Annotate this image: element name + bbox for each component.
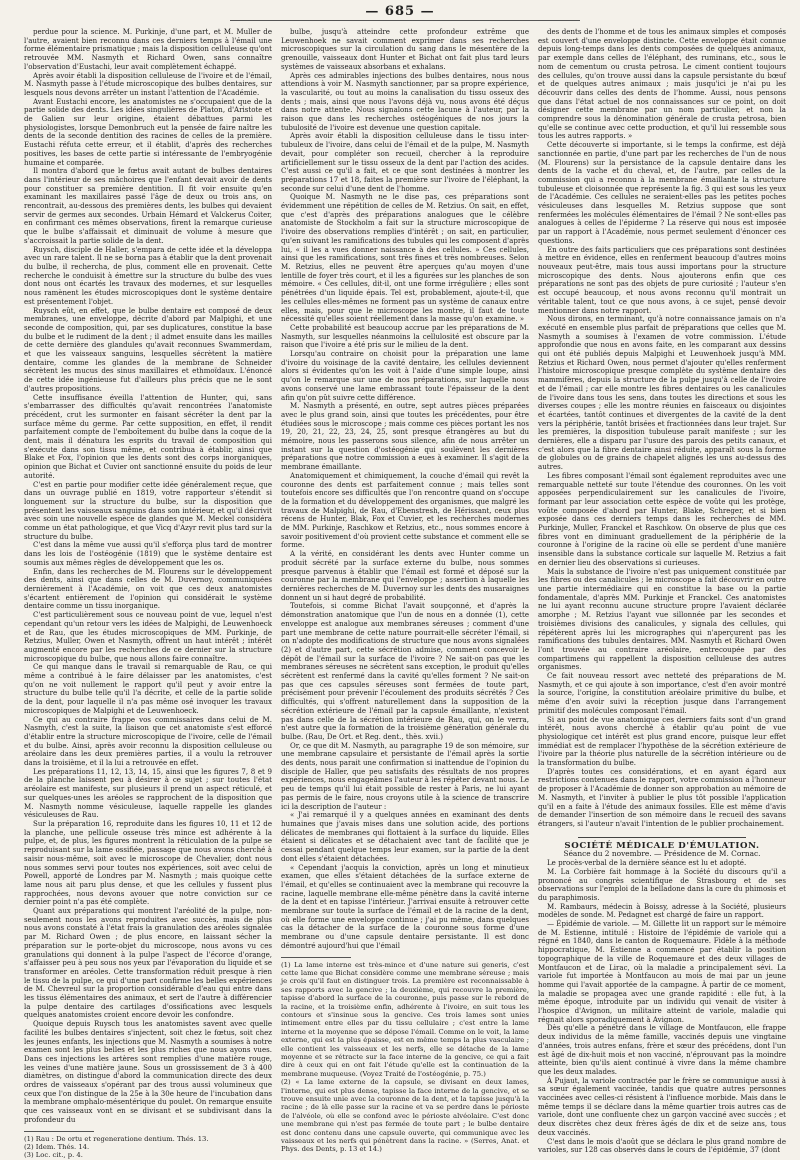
paragraph: Les préparations 11, 12, 13, 14, 15, ainsi que les figures 7, 8 et 9 de la planche laissent peu à désirer à ce sujet ; sur toutes l'état aréolaire est manifeste, sur plusieurs il prend un aspect réticulé, et sur quelques-unes les aréoles se rapprochent de la disposition que M. Nasmyth nomme vésiculeuse, laquelle rappelle les glandes vésiculeuses de Rau. bbox=[24, 766, 272, 820]
paragraph: Enfin, dans les recherches de M. Flourens sur le développement des dents, ainsi que dans celles de M. Duvernoy, communiquées dernièrement à l'Académie, on voit que ces deux anatomistes s'écartent entièrement de l'opinion qui considérait le système dentaire comme un tissu inorganique. bbox=[24, 566, 272, 611]
paragraph: « Cependant j'acquis la conviction, après un long et minutieux examen, que elles s'étaient détachées de la surface externe de l'émail, et qu'elles se continuaient avec la membrane qui recouvre la racine, laquelle membrane elle-même pénètre dans la cavité interne de la dent et en tapisse l'intérieur. J'arrivai ensuite à retrouver cette membrane sur toute la surface de l'émail et de la racine de la dent, où elle forme une enveloppe continue ; j'ai pu même, dans quelques cas la détacher de la surface de la couronne sous forme d'une membrane ou d'une capsule dentaire persistante. Il est donc démontré aujourd'hui que l'émail bbox=[281, 862, 529, 950]
paragraph: Sur la préparation 16, reproduite dans les figures 10, 11 et 12 de la planche, une pellicule osseuse très mince est adhérente à la pulpe, et, de plus, les figures montrent la réticulation de la pulpe se reproduisant sur la lame ossifiée, passage que nous avons cherché à saisir nous-même, soit avec le microscope de Chevalier, dont nous nous sommes servi pour toutes nos expériences, soit avec celui de Powell, apporté de Londres par M. Nasmyth ; mais quoique cette lame nous ait paru plus dense, et que les cellules y fussent plus rapprochées, nous devons avouer que notre conviction sur ce dernier point n'a pas été complète. bbox=[24, 818, 272, 907]
column-3-body-before bbox=[538, 28, 786, 829]
header-rule bbox=[230, 20, 580, 21]
paragraph: Ce qui manque dans le travail si remarquable de Rau, ce qui même a contribué à le faire délaisser par les anatomistes, c'est qu'on ne voit nullement le rapport qu'il peut y avoir entre la structure du bulbe telle qu'il l'a décrite, et celle de la partie solide de la dent, pour laquelle il n'a pas même osé invoquer les travaux microscopiques de Malpighi et de Leuwenhoeck. bbox=[24, 662, 272, 715]
footnote: (2) « La lame externe de la capsule, se divisant en deux lames, l'interne, qui est plus dense, tapisse la face interne de la gencive, et se trouve ensuite unie avec la couronne de la dent, et la tapisse jusqu'à la racine ; de là elle passe sur la racine et va se perdre dans le périoste de l'alvéole, où elle se confond avec le périoste alvéolaire. C'est donc une membrane qui n'est pas fermée de toute part ; le bulbe dentaire est donc contenu dans une capsule ouverte, qui communique avec les vaisseaux et les nerfs qui pénètrent dans la racine. » (Serres, Anat. et Phys. des Dents, p. 13 et 14.) bbox=[281, 1078, 529, 1154]
paragraph: Or, ce que dit M. Nasmyth, au paragraphe 19 de son mémoire, sur une membrane capsulaire et persistante de l'émail après la sortie des dents, nous parait une confirmation si inattendue de l'opinion du disciple de Haller, que peu satisfaits des résultats de nos propres expériences, nous engageâmes l'auteur à les répéter devant nous. Le peu de temps qu'il lui était possible de rester à Paris, ne lui ayant pas permis de le faire, nous croyons utile à la science de transcrire ici la description de l'auteur : bbox=[281, 740, 529, 811]
footnote-rule bbox=[281, 957, 351, 958]
paragraph: Après avoir établi la disposition celluleuse de l'ivoire et de l'émail, M. Nasmyth passe à l'étude microscopique des bulbes dentaires, sur lesquels nous devons arrêter un instant l'attention de l'Académie. bbox=[24, 70, 272, 97]
footnote: (3) Loc. cit., p. 4. bbox=[24, 1151, 83, 1160]
section-subtitle: Séance du 2 novembre. — Présidence de M. Cornac. bbox=[563, 849, 761, 859]
paragraph: A la vérité, en considérant les dents avec Hunter comme un produit sécrété par la surface externe du bulbe, nous sommes presque parvenus à établir que l'émail est formé et déposé sur la couronne par la membrane qui l'enveloppe ; assertion à laquelle les dernières recherches de M. Duvernoy sur les dents des musaraignes donnent un si haut degré de probabilité. bbox=[281, 549, 529, 602]
paragraph: Cette découverte si importante, si le temps la confirme, est déjà sanctionnée en partie, d'une part par les recherches de l'un de nous (M. Flourens) sur la persistance de la capsule dentaire dans les dents de la vache et du cheval, et, de l'autre, par celles de la commission qui a reconnu à la membrane émaillante la structure tubuleuse et cloisonnée que représente la fig. 3 qui est sous les yeux de l'Académie. Ces cellules ne seraient-elles pas les petites poches vésiculeuses dans lesquelles M. Retzius suppose que sont renfermées les molécules élémentaires de l'émail ? Ne sont-elles pas analogues à celles de l'épiderme ? La réserve qui nous est imposée par un rapport à l'Académie, nous permet seulement d'énoncer ces questions. bbox=[538, 140, 786, 245]
paragraph: Quoique M. Nasmyth ne le dise pas, ces préparations sont évidemment une répétition de celles de M. Retzius. On sait, en effet, que c'est d'après des préparations analogues que le célèbre anatomiste de Stockholm a fait sur la structure microscopique de l'ivoire des observations remplies d'intérêt ; on sait, en particulier, qu'en suivant les ramifications des tubules qui les composent d'après lui, « il les a vues donner naissance à des cellules. » Ces cellules, ainsi que les ramifications, sont très fines et très nombreuses. Selon M. Retzius, elles ne peuvent être aperçues qu'au moyen d'une lentille de foyer très court, et il les a figurées sur les planches de son mémoire. « Ces cellules, dit-il, ont une forme irrégulière ; elles sont pénétrées d'un liquide épais. Tel est, probablement, ajoute-t-il, que les cellules elles-mêmes ne forment pas un système de canaux entre elles, mais, pour que le microscope les montre, il faut de toute nécessité qu'elles soient réellement dans la masse qu'on examine. » bbox=[281, 192, 529, 324]
paragraph: Anatomiquement et chimiquement, la couche d'émail qui revêt la couronne des dents est parfaitement connue ; mais telles sont toutefois encore ses difficultés que l'on rencontre quand on s'occupe de la formation et du développement des organismes, que malgré les travaux de Malpighi, de Rau, d'Ebenstresh, de Hérissant, ceux plus récens de Hunter, Blak, Fox et Cuvier, et les recherches modernes de MM. Purkinje, Raschkow et Retzius, etc., nous sommes encore à savoir positivement d'où provient cette substance et comment elle se forme. bbox=[281, 470, 529, 550]
paragraph: Si au point de vue anatomique ces derniers faits sont d'un grand intérêt, nous avons cherché à établir qu'au point de vue physiologique cet intérêt est plus grand encore, puisque leur effet immédiat est de remplacer l'hypothèse de la sécrétion extérieure de l'ivoire par la théorie plus naturelle de la sécrétion intérieure ou de la transformation du bulbe. bbox=[538, 714, 786, 768]
paragraph: Après avoir établi la disposition celluleuse dans le tissu inter-tubuleux de l'ivoire, dans celui de l'émail et de la pulpe, M. Nasmyth devait, pour compléter son recueil, chercher à la reproduire artificiellement sur le tissu osseux de la dent par l'action des acides. C'est aussi ce qu'il a fait, et ce que sont destinées à montrer les préparations 17 et 18, faites la première sur l'ivoire de l'éléphant, la seconde sur celui d'une dent de l'homme. bbox=[281, 131, 529, 193]
paragraph: C'est en partie pour modifier cette idée généralement reçue, que dans un ouvrage publié en 1819, votre rapporteur s'étendit si longuement sur la structure du bulbe, sur la disposition que présentent les vaisseaux sanguins dans son intérieur, et qu'il décrivit avec soin une nouvelle espèce de glandes que M. Meckel considéra comme un état pathologique, et que Vicq d'Azyr revit plus tard sur la structure du bulbe. bbox=[24, 479, 272, 541]
paragraph: Lorsqu'au contraire on choisit pour la préparation une lame d'ivoire du voisinage de la cavité dentaire, les cellules deviennent alors si évidentes qu'on les voit à l'aide d'une simple loupe, ainsi qu'on le remarque sur une de nos préparations, sur laquelle nous avons conservé une lame embrassant toute l'épaisseur de la dent afin qu'on pût suivre cette différence. bbox=[281, 349, 529, 402]
paragraph: perdue pour la science. M. Purkinje, d'une part, et M. Muller de l'autre, avaient bien reconnu dans ces derniers temps à l'émail une forme élémentaire prismatique ; mais la disposition celluleuse qu'ont retrouvée MM. Nasmyth et Richard Owen, sans connaître l'observation d'Eustachi, leur avait complètement échappé. bbox=[24, 27, 272, 71]
paragraph: Quoique depuis Ruysch tous les anatomistes savent avec quelle facilité les bulbes dentaires s'injectent, soit chez le fœtus, soit chez les jeunes enfants, les injections que M. Nasmyth a soumises à notre examen sont les plus belles et les plus riches que nous ayons vues. Dans ces injections les artères sont remplies d'une matière rouge, les veines d'une matière jaune. Sous un grossissement de 3 à 400 diamètres, on distingue d'abord la communication directe des deux ordres de vaisseaux s'opérant par des trous aussi volumineux que ceux que l'on distingue de la 25e à la 30e heure de l'incubation dans la membrane omphalo-mésentérique du poulet. On remarque ensuite que ces vaisseaux vont en se divisant et se subdivisant dans la profondeur du bbox=[24, 1019, 272, 1124]
paragraph: M. Nasmyth a présenté, en outre, sept autres pièces préparées avec le plus grand soin, ainsi que toutes les précédentes, pour être étudiées sous le microscope ; mais comme ces pièces portant les nos 19, 20, 21, 22, 23, 24, 25, sont presque étrangères au but du mémoire, nous les passerons sous silence, afin de nous arrêter un instant sur la question d'ostéogénie qui soulèvent les dernières préparations que notre commission a eues à examiner. Il s'agit de la membrane émaillante. bbox=[281, 401, 529, 472]
paragraph: — Épidémie de variole. — M. Gillette lit un rapport sur le mémoire de M. Estienne, intitulé : Histoire de l'épidémie de variole qui a régné en 1840, dans le canton de Roquemaure. Fidèle à la méthode hippocratique, M. Estienne a commencé par établir la position topographique de la ville de Roquemaure et des deux villages de Montfaucon et de Lirac, où la maladie a principalement sévi. La variole fut importée à Montfaucon au mois de mai par un jeune homme qui l'avait apportée de la campagne. À partir de ce moment, la maladie se propagea avec une grande rapidité : elle fut, à la même époque, introduite par un individu qui venait de visiter à l'hospice d'Avignon, un militaire atteint de variole, maladie qui régnait alors sporadiquement à Avignon. bbox=[538, 919, 786, 1024]
column-2 bbox=[281, 27, 529, 1154]
paragraph: Après ces admirables injections des bulbes dentaires, nous nous attendions à voir M. Nasmyth sanctionner, par sa propre expérience, la vascularité, ou tout au moins la canalisation du tissu osseux des dents ; mais, ainsi que nous l'avons déjà vu, nous avons été déçus dans notre attente. Nous signalons cette lacune à l'auteur, par la raison que dans les recherches ostéogéniques de nos jours la tubulosité de l'ivoire est devenue une question capitale. bbox=[281, 70, 529, 132]
paragraph: Nous dirons, en terminant, qu'à notre connaissance jamais on n'a exécuté en ensemble plus parfait de préparations que celles que M. Nasmyth a soumises à l'examen de votre commission. L'étude approfondie que nous en avons faite, en les comparant aux dessins qui ont été publiés depuis Malpighi et Leuwenhoek jusqu'à MM. Retzius et Richard Owen, nous permet d'ajouter qu'elles renferment l'histoire microscopique presque complète du système dentaire des mammifères, depuis la structure de la pulpe jusqu'à celle de l'ivoire et de l'émail ; car elle montre les fibres dentaires ou les canalicules de l'ivoire dans tous les sens, dans toutes les directions et sous les diverses coupes ; elle les montre réunies en faisceaux ou disjointes et écartées, tantôt continues et divergentes de la cavité de la dent vers la périphérie, tantôt brisées et fractionnées dans leur trajet. Sur les premières, la disposition tubuleuse paraît manifeste ; sur les dernières, elle a disparu par l'usure des parois des petits canaux, et c'est alors que la fibre dentaire ainsi réduite, apparaît sous la forme de globules ou de grains de chapelet alignés les uns au-dessus des autres. bbox=[538, 314, 786, 472]
section-title: SOCIÉTÉ MÉDICALE D'ÉMULATION. bbox=[564, 840, 760, 851]
column-2-footnotes bbox=[281, 961, 529, 1154]
column-2-body bbox=[281, 28, 529, 951]
page-number: — 685 — bbox=[365, 4, 435, 19]
paragraph: Ce qui au contraire frappe vos commissaires dans celui de M. Nasmyth, c'est la suite, la liaison que cet anatomiste s'est efforcé d'établir entre la structure microscopique de l'ivoire, celle de l'émail et du bulbe. Ainsi, après avoir reconnu la disposition celluleuse ou aréolaire dans les deux premières parties, il a voulu la retrouver dans la troisième, et il la lui a retrouvée en effet. bbox=[24, 714, 272, 768]
paragraph: Il montra d'abord que le fœtus avait autant de bulbes dentaires dans l'intérieur de ses mâchoires que l'enfant devait avoir de dents pour constituer sa première dentition. Il fit voir ensuite qu'en examinant les maxillaires passé l'âge de deux ou trois ans, on rencontrait, au-dessous des premières dents, les bulbes qui devaient servir de germes aux secondes. Urbain Hémard et Valckerus Coiter, en confirmant ces mêmes observations, firent la remarque curieuse que le bulbe s'affaissait et diminuait de volume à mesure que s'accroissait la partie solide de la dent. bbox=[24, 166, 272, 245]
paragraph: Les fibres composant l'émail sont également reproduites avec une remarquable netteté sur toute l'étendue des couronnes. On les voit apposées perpendiculairement sur les canalicules de l'ivoire, formant par leur association cette espèce de voûte qui les protège, voûte composée d'abord par Hunter, Blake, Schreger, et si bien exposée dans ces derniers temps dans les recherches de MM. Purkinje, Muller, Franckel et Raschkow. On observe de plus que ces fibres vont en diminuant graduellement de la périphérie de la couronne à l'origine de la racine où elle se perdent d'une manière insensible dans la substance corticale sur laquelle M. Retzius a fait en dernier lieu des observations si curieuses. bbox=[538, 470, 786, 567]
paragraph: Le procès-verbal de la dernière séance est lu et adopté. bbox=[547, 858, 747, 868]
paragraph: M. La Corbière fait hommage à la Société du discours qu'il a prononcé au congrès scientifique de Strasbourg et de ses observations sur l'emploi de la belladone dans la cure du phimosis et du paraphimosis. bbox=[538, 866, 786, 902]
paragraph: D'après toutes ces considérations, et en ayant égard aux restrictions contenues dans le rapport, votre commission a l'honneur de proposer à l'Académie de donner son approbation au mémoire de M. Nasmyth, et l'inviter à publier le plus tôt possible l'application qu'il en a faite à l'étude des animaux fossiles. Elle est même d'avis de demander l'insertion de son mémoire dans le recueil des savans étrangers, si l'auteur n'avait l'intention de le publier prochainement. bbox=[538, 766, 786, 828]
columns bbox=[24, 27, 786, 1160]
paragraph: Mais la substance de l'ivoire n'est pas uniquement constituée par les fibres ou des canalicules ; le microscope a fait découvrir en outre une partie intermédiaire qui en constitue la base ou la partie fondamentale, d'après MM. Purkinje et Franckel. Ces anatomistes ne lui ayant reconnu aucune structure propre l'avaient déclarée amorphe ; M. Retzius l'ayant vue sillonnée par les secondes et troisièmes divisions des canalicules, y signala des cellules, qui répétèrent après lui les micrographes qui n'aperçurent pas les ramifications des tubules dentaires. MM. Nasmyth et Richard Owen l'ont trouvée au contraire aréolaire, entrecoupée par des compartimens qui rappellent la disposition celluleuse des autres organismes. bbox=[538, 566, 786, 672]
column-1 bbox=[24, 27, 272, 1160]
footnote: (1) Rau : De ortu et regeneratione dentium. Thés. 13. bbox=[24, 1134, 209, 1143]
paragraph: C'est dans la même vue aussi qu'il s'efforça plus tard de montrer dans les lois de l'ostéogénie (1819) que le système dentaire est soumis aux mêmes règles de développement que les os. bbox=[24, 540, 272, 567]
paragraph: Quant aux préparations qui montrent l'aréolité de la pulpe, non-seulement nous les avons reproduites avec succès, mais de plus nous avons constaté à l'état frais la granulation des aréoles signalée par M. Richard Owen ; de plus encore, en laissant sécher la préparation sur le porte-objet du microscope, nous avons vu ces granulations qui donnent à la pulpe l'aspect de l'écorce d'orange, s'affaisser peu à peu sous nos yeux par l'évaporation du liquide et se transformer en aréoles. Cette transformation réduit presque à rien le tissu de la pulpe, ce qui d'une part confirme les belles expériences de M. Chevreul sur la proportion considérable d'eau qui entre dans les tissus élémentaires des animaux, et sert de l'autre à différencier la pulpe dentaire des cartilages d'ossifications avec lesquels quelques anatomistes croient encore devoir les confondre. bbox=[24, 906, 272, 1020]
paragraph: Toutefois, si comme Bichat l'avait soupçonné, et d'après la démonstration anatomique que l'un de nous en a donnée (1), cette enveloppe est analogue aux membranes séreuses ; comment d'une part une membrane de cette nature pourrait-elle sécréter l'émail, si on n'adopte des modifications de structure que nous avons signalées (2) et d'autre part, cette sécrétion admise, comment concevoir le dépôt de l'émail sur la surface de l'ivoire ? Ne sait-on pas que les membranes séreuses ne sécrètent sans exception, le produit qu'elles sécrètent est renfermé dans la cavité qu'elles forment ? Ne sait-on pas que ces capsules séreuses sont fermées de toute part, précisément pour prévenir l'écoulement des produits sécrétés ? Ces difficultés, qui s'offrent naturellement dans la supposition de la sécrétion extérieure de l'émail par la capsule émaillante, n'existent pas dans celle de la sécrétion intérieure de Rau, qui, on le verra, n'est autre que la formation de la troisième génération générale du bulbe. (Rau, De Ort. et Reg. dent., thès. xvii.) bbox=[281, 601, 529, 741]
footnote-rule bbox=[24, 1131, 94, 1132]
column-1-body bbox=[24, 28, 272, 1125]
paragraph: Avant Eustachi encore, les anatomistes ne s'occupaient que de la partie solide des dents. Les idées singulières de Platon, d'Aristote et de Galien sur leur origine, étaient débattues parmi les physiologistes, lorsque Demonbruch eut la pensée de faire naître les dents de la seconde dentition des racines de celles de la première. Eustachi réfuta cette erreur, et il établit, d'après des recherches positives, les bases de cette partie si intéressante de l'embryogénie humaine et comparée. bbox=[24, 96, 272, 167]
paragraph: Ce fait nouveau ressort avec netteté des préparations de M. Nasmyth, et ce qui ajoute à son importance, c'est d'en avoir montré la source, l'origine, la constitution aréolaire primitive du bulbe, et même d'en avoir suivi la réception jusque dans l'arrangement primitif des molécules composant l'émail. bbox=[538, 671, 786, 715]
paragraph: C'est dans le mois d'août que se déclara le plus grand nombre de varioles, sur 128 cas observés dans le cours de l'épidémie, 37 (dont bbox=[538, 1136, 786, 1155]
paragraph: Ruysch eût, en effet, que le bulbe dentaire est composé de deux membranes, une enveloppe, décrite d'abord par Malpighi, et une seconde de composition, qui, par ses duplicatures, constitue la base du bulbe et le rudiment de la dent ; il admet ensuite dans les mailles de cette dernière des glandules qu'avait reconnues Swammerdam, et que les vaisseaux sanguins, lesquelles sécrètent la matière dentaire, comme les glandes de la membrane de Schneider sécrètent les mucus des sinus maxillaires et ethmoïdaux. L'énoncé de cette idée ingénieuse fut d'ailleurs plus précis que ne le sont d'autres propositions. bbox=[24, 305, 272, 393]
paragraph: Ruysch, disciple de Haller, s'empara de cette idée et la développa avec un rare talent. Il ne se borna pas à établir que la dent provenait du bulbe, il rechercha, de plus, comment elle en provenait. Cette recherche le conduisit à émettre sur la structure du bulbe des vues dont nous ont écartés les travaux des modernes, et sur lesquelles nous ramènent les études microscopiques dont le système dentaire est présentement l'objet. bbox=[24, 244, 272, 306]
paragraph: Cette insuffisance éveilla l'attention de Hunter, qui, sans s'embarrasser des difficultés qu'avait rencontrées l'anatomiste précédent, crut les surmonter en faisant sécréter la dent par la surface même du germe. Par cette supposition, en effet, il rendit parfaitement compte de l'emboîtement du bulbe dans la coque de la dent, mais il dénatura les esprits du travail de composition qui s'exécute dans son tissu même, et contribua à établir, ainsi que Blake et Fox, l'opinion que les dents sont des corps inorganiques, opinion que Bichat et Cuvier ont sanctionné ensuite du poids de leur autorité. bbox=[24, 392, 272, 480]
column-3 bbox=[538, 27, 786, 1155]
column-1-footnotes bbox=[24, 1135, 272, 1160]
footnote: (2) Idem. Thés. 14. bbox=[24, 1143, 90, 1151]
paragraph: « J'ai remarqué il y a quelques années en examinant des dents humaines que j'avais mises dans une solution acide, des portions délicates de membranes qui flottaient à la surface du liquide. Elles étaient si délicates et se détachaient avec tant de facilité que je cessai pendant quelque temps leur examen, sur la partie de la dent dont elles s'étaient détachées. bbox=[281, 810, 529, 863]
paragraph: Cette probabilité est beaucoup accrue par les préparations de M. Nasmyth, sur lesquelles néanmoins la cellulosité est obscure par la raison que l'ivoire a été pris sur le milieu de la dent. bbox=[281, 322, 529, 350]
column-3-body-after bbox=[538, 859, 786, 1155]
paragraph: des dents de l'homme et de tous les animaux simples et composés est couvert d'une enveloppe distincte. Cette enveloppe était connue depuis long-temps dans les dents composées de quelques animaux, par exemple dans celles de l'éléphant, des ruminans, etc., sous le nom de cementum ou crusta petrosa. Le ciment contient toujours des cellules, qu'on trouve aussi dans la capsule persistante du bœuf et de quelques autres animaux ; mais jusqu'ici je n'ai pu les découvrir dans celles des dents de l'homme. Aussi, nous pensons que dans l'état actuel de nos connaissances sur ce point, on doit désigner cette membrane par un nom particulier, et non la comprendre sous la dénomination générale de crusta petrosa, bien qu'elle se continue avec cette production, et qu'il lui ressemble sous tous les autres rapports. » bbox=[538, 27, 786, 141]
paragraph: Dès qu'elle a pénétré dans le village de Montfaucon, elle frappe deux individus de la même famille, vaccinés depuis une vingtaine d'années, trois autres enfans, frère et sœur des précédens, dont l'un est âgé de dix-huit mois et non vacciné, n'éprouvant pas la moindre atteinte, bien qu'ils aient continué à vivre dans la même chambre que les deux malades. bbox=[538, 1023, 786, 1076]
section-rule bbox=[578, 837, 746, 838]
paragraph: En outre des faits particuliers que ces préparations sont destinées à mettre en évidence, elles en renferment beaucoup d'autres moins nouveaux peut-être, mais tous aussi importans pour la structure microscopique des dents. Nous ajouterons enfin que ces préparations ne sont pas des objets de pure curiosité ; l'auteur s'en est occupé beaucoup, et nous avons reconnu qu'il montrait un véritable talent, tout ce que nous avons, à ce sujet, pensé devoir mentionner dans notre rapport. bbox=[538, 244, 786, 315]
paragraph: bulbe, jusqu'à atteindre cette profondeur extrême que Leuwenhoek ne savait comment exprimer dans ses recherches microscopiques sur la circulation du sang dans le mésentère de la grenouille, vaisseaux dont Hunter et Bichat ont fait plus tard leurs systèmes de vaisseaux absorbans et exhalans. bbox=[281, 27, 529, 71]
footnote: (1) La lame interne est très-mince et d'une nature sui generis, c'est cette lame que Bichat considère comme une membrane séreuse ; mais je crois qu'il faut en distinguer trois. La première est reconnaissable à ses rapports avec la gencive ; la deuxième, qui recouvre la première, tapisse d'abord la surface de la couronne, puis passe sur le rebord de la racine, et la troisième enfin, adhérente à l'ivoire, en suit tous les contours et s'insinue sous la gencive. Ces trois lames sont unies intimement entre elles par du tissu cellulaire ; c'est entre la lame interne et la moyenne que se dépose l'émail. Comme on le voit, la lame externe, qui est la plus épaisse, est en même temps la plus vasculaire ; elle contient les vaisseaux et les nerfs, elle se détache de la lame moyenne et se rétracte sur la face interne de la gencive, ce qui a fait dire à ceux qui en ont fait l'étude qu'elle est la continuation de la membrane muqueuse. (Voyez Traité de l'ostéogénie, p. 75.) bbox=[281, 960, 529, 1078]
paragraph: M. Rambaurs, médecin à Boissy, adresse à la Société, plusieurs modèles de sonde. M. Pedagnet est chargé de faire un rapport. bbox=[538, 901, 786, 920]
paragraph: C'est particulièrement sous ce nouveau point de vue, lequel n'est cependant qu'un retour vers les idées de Malpighi, de Leuwenhoeck et de Rau, que les études microscopiques de MM. Purkinje, de Retzius, Muller, Owen et Nasmyth, offrent un haut intérêt ; intérêt augmenté encore par les recherches de ce dernier sur la structure microscopique du bulbe, que nous allons faire connaître. bbox=[24, 610, 272, 663]
paragraph: À Pujaut, la variole contractée par le frère se communique aussi à sa sœur également vaccinée, tandis que quatre autres personnes vaccinées avec celles-ci résistent à l'influence morbide. Mais dans le même temps il se déclare dans la même quartier trois autres cas de variole, dont une confluente chez un garçon vacciné avec succès ; et deux discrètes chez deux frères âgés de dix et de seize ans, tous deux vaccinés. bbox=[538, 1075, 786, 1137]
